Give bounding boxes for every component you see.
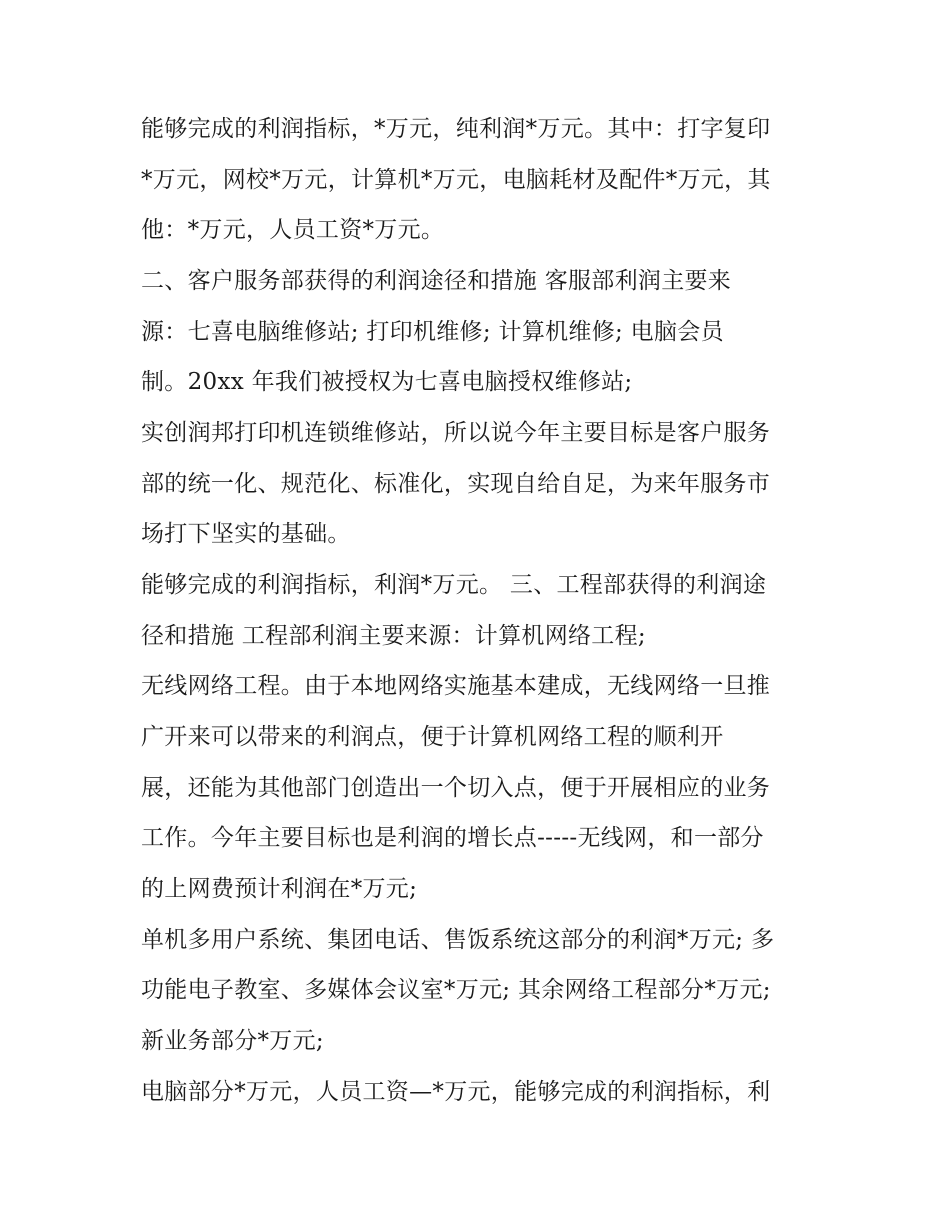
text-line: 展，还能为其他部门创造出一个切入点，便于开展相应的业务	[141, 775, 771, 801]
text-line: 实创润邦打印机连锁维修站，所以说今年主要目标是客户服务	[141, 420, 771, 446]
text-line: 他：*万元，人员工资*万元。	[141, 217, 445, 243]
text-line: 电脑部分*万元，人员工资—*万元，能够完成的利润指标，利	[141, 1079, 771, 1105]
text-line: 新业务部分*万元;	[141, 1028, 324, 1054]
text-line: 源：七喜电脑维修站; 打印机维修; 计算机维修; 电脑会员	[141, 319, 724, 345]
text-line: 能够完成的利润指标，利润*万元。 三、工程部获得的利润途	[141, 572, 767, 598]
text-line: 工作。今年主要目标也是利润的增长点-----无线网，和一部分	[141, 825, 764, 851]
text-line: 场打下坚实的基础。	[141, 521, 351, 547]
text-line: 单机多用户系统、集团电话、售饭系统这部分的利润*万元; 多	[141, 927, 775, 953]
text-line: 广开来可以带来的利润点，便于计算机网络工程的顺利开	[141, 724, 724, 750]
text-line: 径和措施 工程部利润主要来源：计算机网络工程;	[141, 623, 646, 649]
text-line: 二、客户服务部获得的利润途径和措施 客服部利润主要来	[141, 268, 732, 294]
text-line: *万元，网校*万元，计算机*万元，电脑耗材及配件*万元，其	[141, 167, 771, 193]
text-line: 制。20xx 年我们被授权为七喜电脑授权维修站;	[141, 369, 633, 395]
text-line: 能够完成的利润指标，*万元，纯利润*万元。其中：打字复印	[141, 116, 771, 142]
text-line: 无线网络工程。由于本地网络实施基本建成，无线网络一旦推	[141, 673, 771, 699]
text-line: 的上网费预计利润在*万元;	[141, 876, 418, 902]
text-line: 功能电子教室、多媒体会议室*万元; 其余网络工程部分*万元;	[141, 977, 771, 1003]
text-line: 部的统一化、规范化、标准化，实现自给自足，为来年服务市	[141, 471, 771, 497]
